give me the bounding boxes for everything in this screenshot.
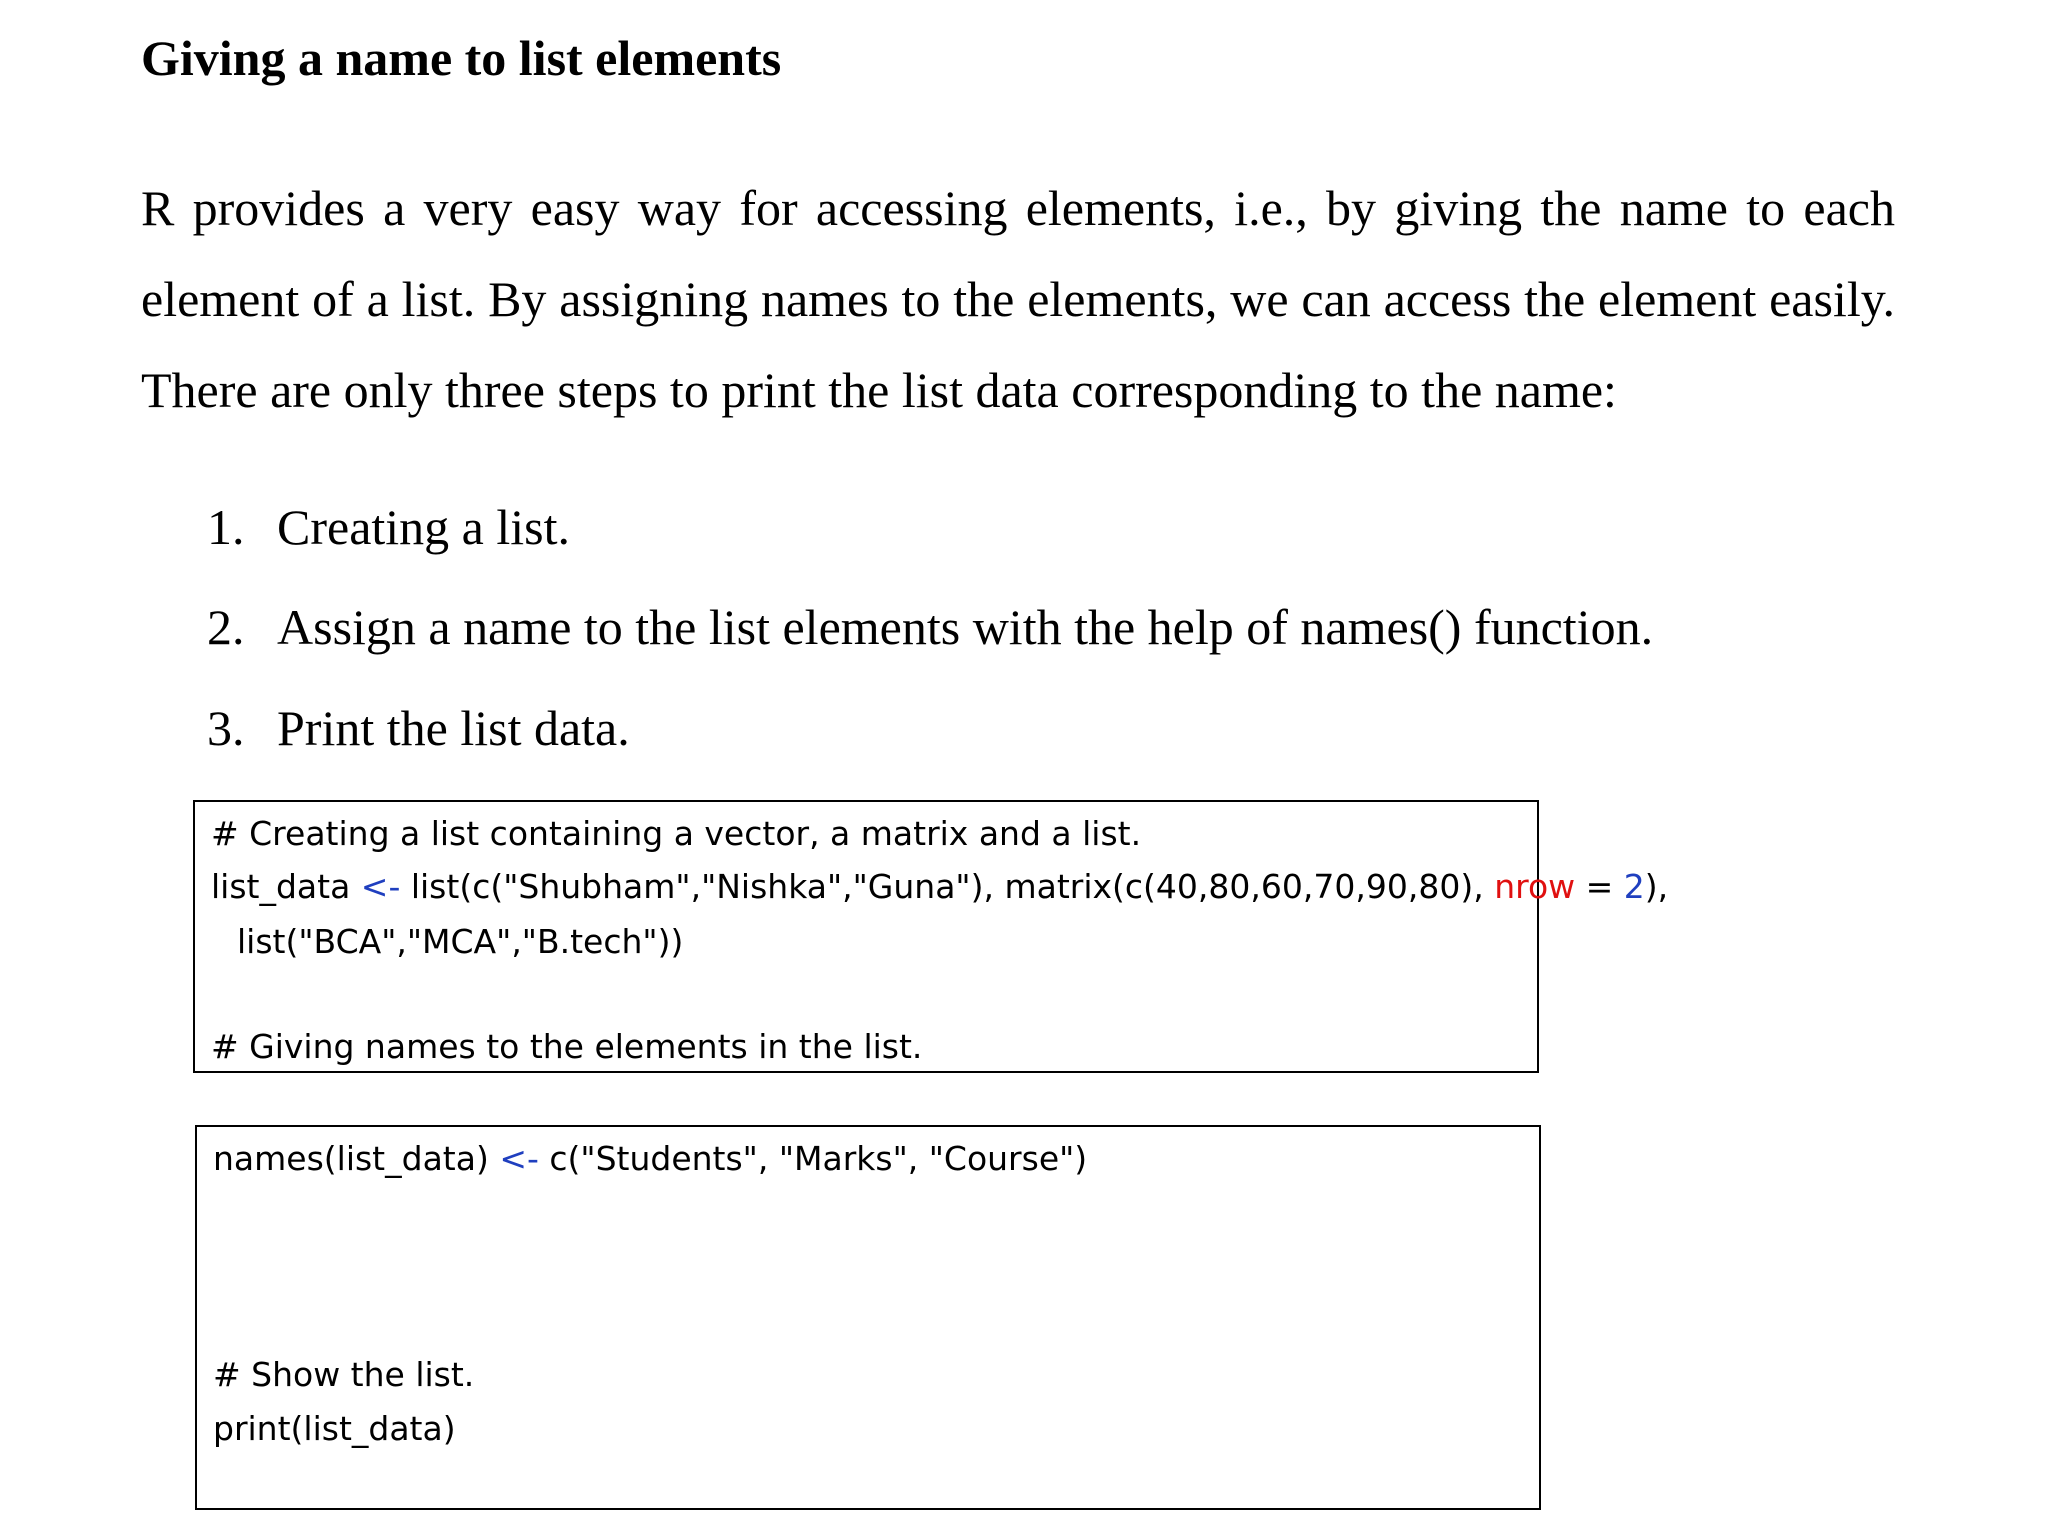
code-comment: # Giving names to the elements in the list. xyxy=(211,1027,923,1066)
code-line-continuation: list("BCA","MCA","B.tech")) xyxy=(237,922,684,961)
code-comment: # Show the list. xyxy=(213,1355,475,1394)
step-number: 3. xyxy=(207,700,245,756)
list-item-step-2 xyxy=(207,597,1653,657)
assign-operator: <- xyxy=(499,1139,539,1178)
number-literal: 2 xyxy=(1623,867,1645,906)
step-number: 1. xyxy=(207,499,245,555)
code-line-names xyxy=(213,1139,1087,1179)
code-text: ), xyxy=(1644,867,1669,906)
code-block-names xyxy=(195,1125,1541,1510)
page-heading: Giving a name to list elements xyxy=(141,30,782,86)
code-text: = xyxy=(1575,867,1624,906)
intro-paragraph: R provides a very easy way for accessing elements, i.e., by giving the name to each element of a list. By assigning names to the elements, we can access the element easily. There are only three steps to print the list data corresponding to the name: xyxy=(141,180,1895,418)
step-number: 2. xyxy=(207,599,245,655)
code-block-create-list xyxy=(193,800,1669,1073)
assign-operator: <- xyxy=(360,867,401,906)
argument-name: nrow xyxy=(1494,867,1576,906)
step-text: Print the list data. xyxy=(277,700,630,756)
step-text: Assign a name to the list elements with the help of names() function. xyxy=(277,599,1654,655)
list-item-step-1 xyxy=(207,497,570,557)
code-text: names(list_data) xyxy=(213,1139,500,1178)
list-item-step-3 xyxy=(207,698,630,758)
code-text: list(c("Shubham","Nishka","Guna"), matrix(c(40,80,60,70,90,80), xyxy=(400,867,1495,906)
code-line-print: print(list_data) xyxy=(213,1409,456,1448)
code-comment: # Creating a list containing a vector, a matrix and a list. xyxy=(211,814,1142,853)
code-text: c("Students", "Marks", "Course") xyxy=(538,1139,1088,1178)
code-line-list-data xyxy=(211,867,1668,907)
step-text: Creating a list. xyxy=(277,499,570,555)
code-text: list_data xyxy=(211,867,361,906)
